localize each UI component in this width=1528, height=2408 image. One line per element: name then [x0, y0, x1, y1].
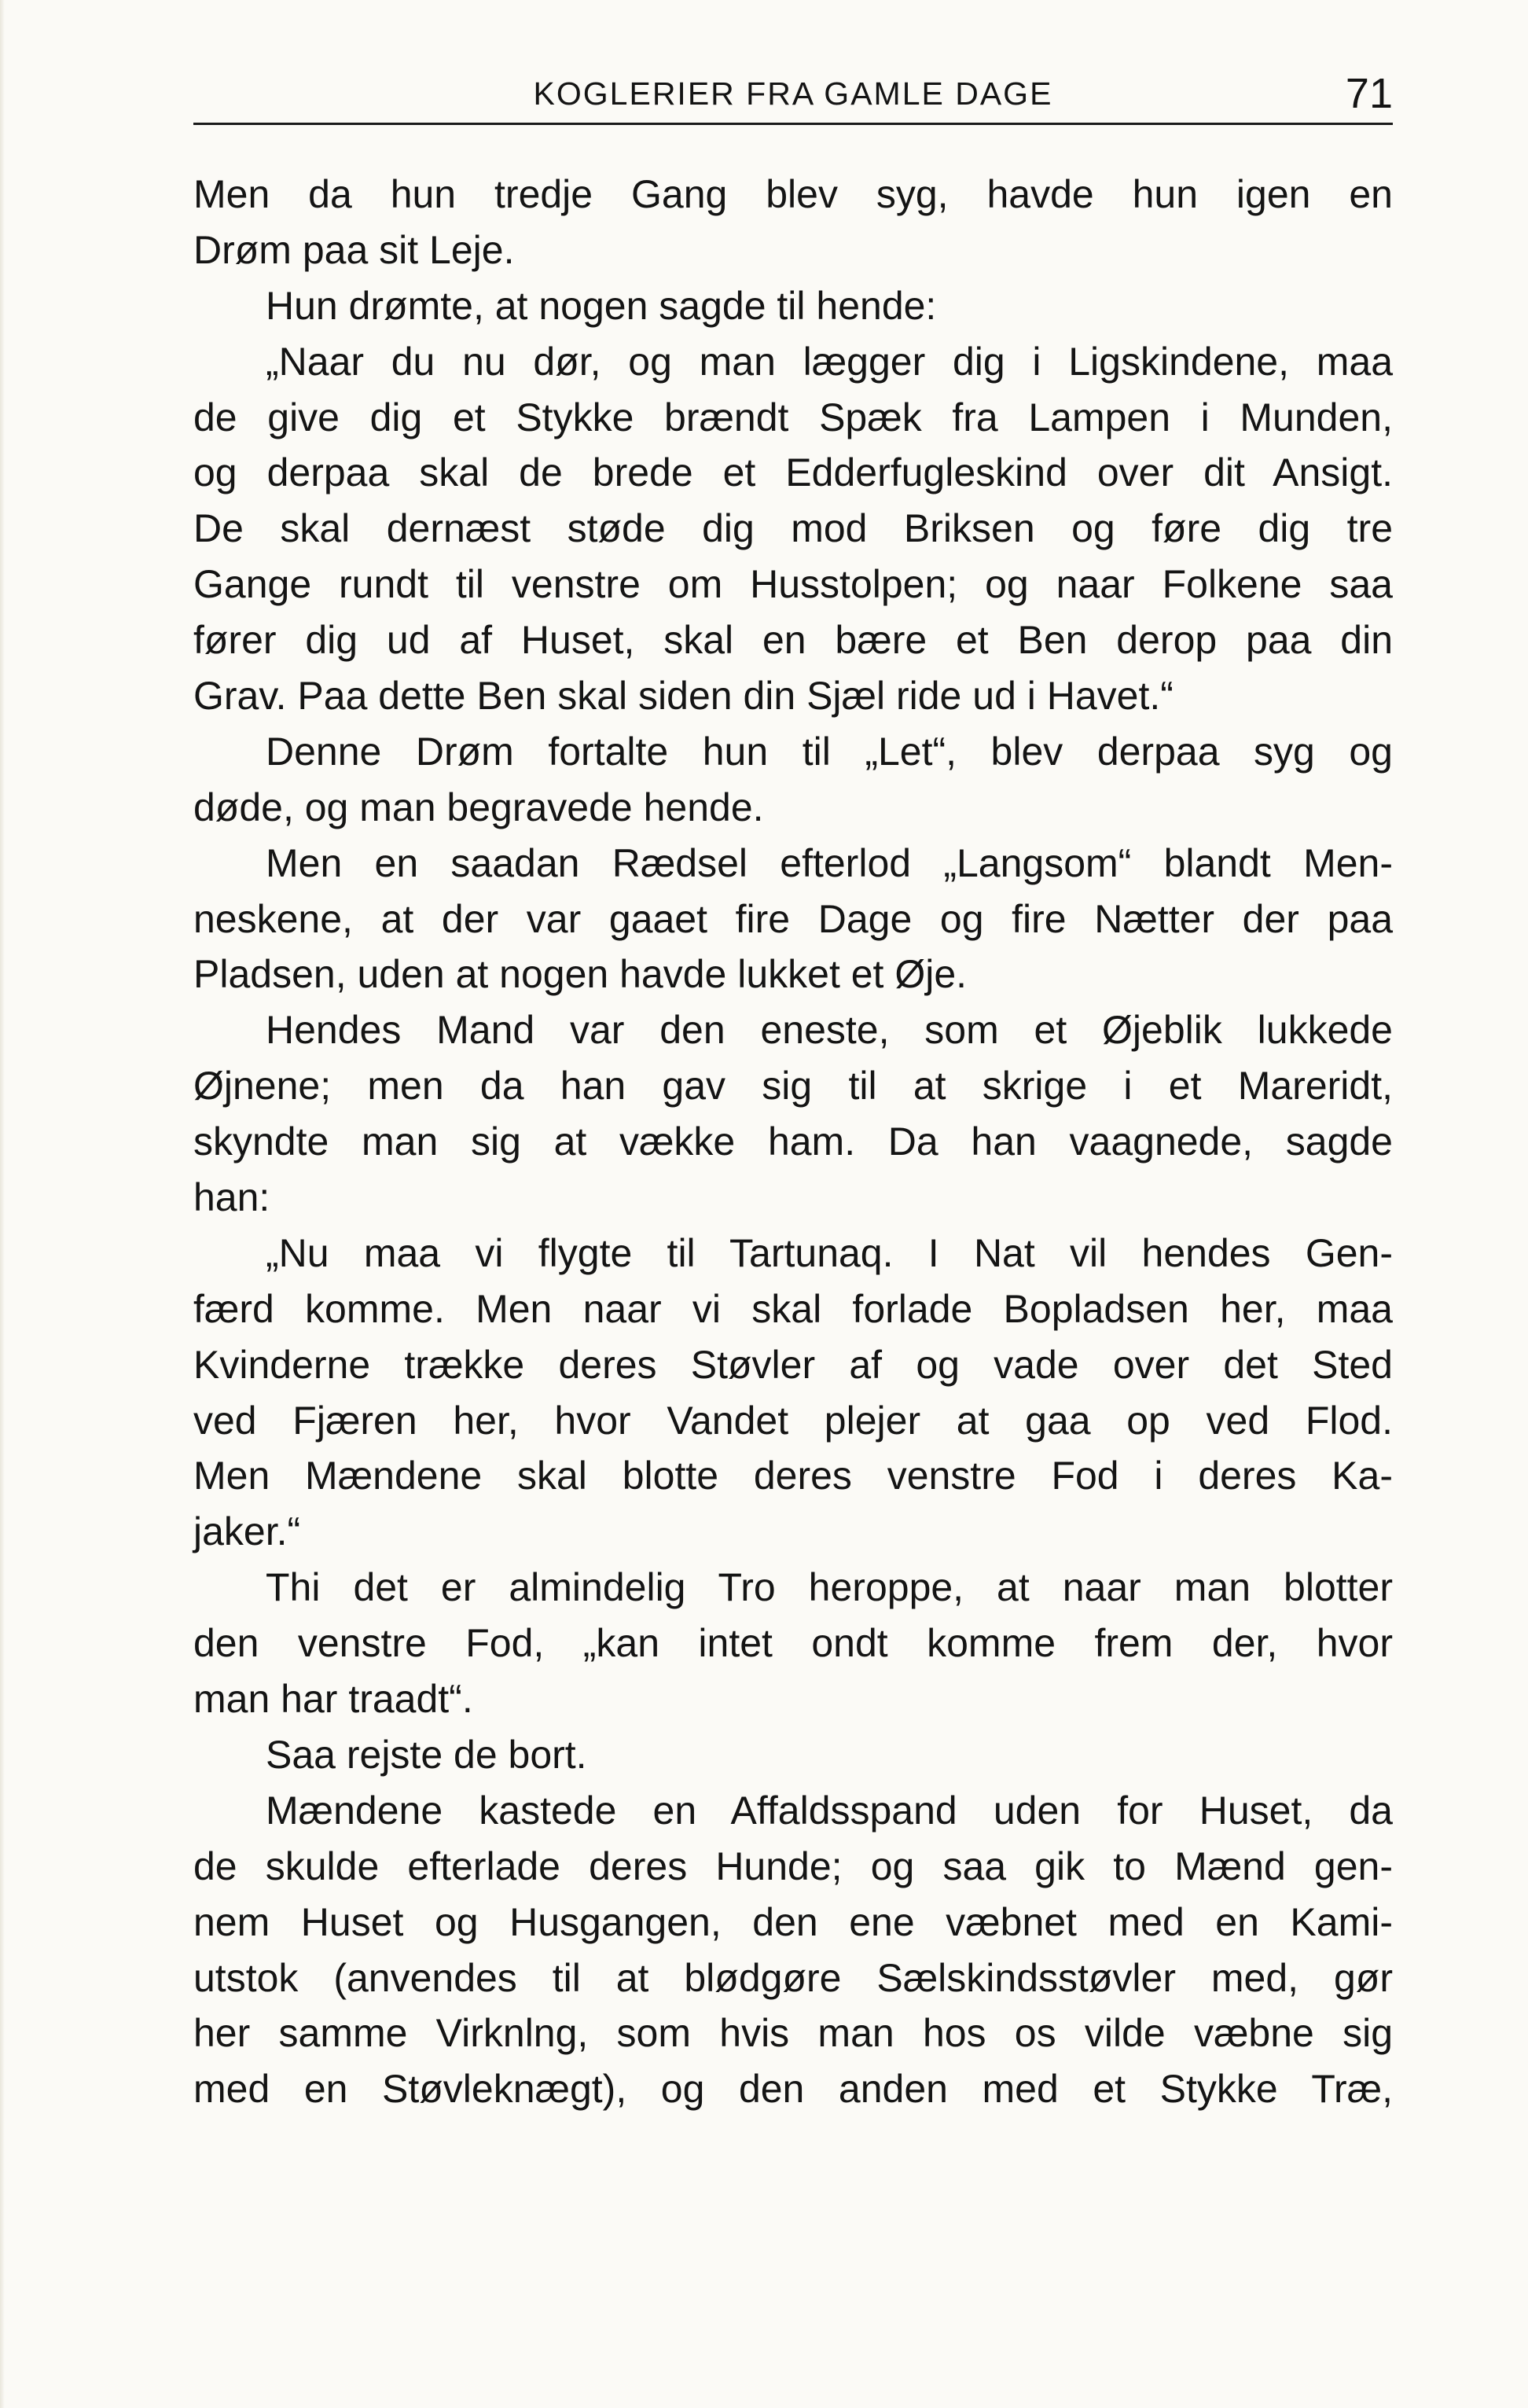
text-line: nem Huset og Husgangen, den ene væbnet med en Kami- — [193, 1899, 1393, 1944]
text-line: Pladsen, uden at nogen havde lukket et Øje. — [193, 952, 968, 997]
text-line: fører dig ud af Huset, skal en bære et Ben derop paa din — [193, 618, 1393, 663]
text-line: med en Støvleknægt), og den anden med et Stykke Træ, — [193, 2067, 1393, 2112]
text-line: Saa rejste de bort. — [266, 1732, 587, 1777]
text-line: Men Mændene skal blotte deres venstre Fod i deres Ka- — [193, 1454, 1393, 1498]
text-line: den venstre Fod, „kan intet ondt komme frem der, hvor — [193, 1621, 1393, 1666]
text-line: Mændene kastede en Affaldsspand uden for Huset, da — [266, 1788, 1393, 1833]
text-line: „Nu maa vi flygte til Tartunaq. I Nat vil hendes Gen- — [266, 1230, 1393, 1275]
text-line: Denne Drøm fortalte hun til „Let“, blev derpaa syg og — [266, 729, 1393, 774]
text-line: Kvinderne trække deres Støvler af og vade over det Sted — [193, 1342, 1393, 1387]
text-line: jaker.“ — [193, 1509, 301, 1554]
text-line: han: — [193, 1175, 270, 1220]
page-number: 71 — [1345, 70, 1393, 117]
text-line: døde, og man begravede hende. — [193, 785, 764, 829]
text-line: Men da hun tredje Gang blev syg, havde hun igen en — [193, 172, 1393, 216]
text-line: de give dig et Stykke brændt Spæk fra Lampen i Munden, — [193, 395, 1393, 439]
text-line: neskene, at der var gaaet fire Dage og fire Nætter der paa — [193, 896, 1393, 941]
text-line: utstok (anvendes til at blødgøre Sælskindsstøvler med, gør — [193, 1955, 1393, 2000]
body-text — [193, 167, 1393, 2117]
text-line: Grav. Paa dette Ben skal siden din Sjæl ride ud i Havet.“ — [193, 674, 1174, 719]
text-line: Drøm paa sit Leje. — [193, 227, 515, 272]
running-title: KOGLERIER FRA GAMLE DAGE — [533, 75, 1053, 112]
text-line: „Naar du nu dør, og man lægger dig i Ligskindene, maa — [266, 339, 1393, 384]
text-line: Øjnene; men da han gav sig til at skrige i et Mareridt, — [193, 1064, 1393, 1108]
text-line: skyndte man sig at vække ham. Da han vaagnede, sagde — [193, 1119, 1393, 1164]
text-line: og derpaa skal de brede et Edderfugleskind over dit Ansigt. — [193, 450, 1393, 495]
text-line: her samme Virknlng, som hvis man hos os vilde væbne sig — [193, 2011, 1393, 2056]
text-line: Hun drømte, at nogen sagde til hende: — [266, 283, 937, 328]
text-line: Gange rundt til venstre om Husstolpen; og naar Folkene saa — [193, 562, 1393, 607]
text-line: Men en saadan Rædsel efterlod „Langsom“ blandt Men- — [266, 840, 1393, 885]
text-line: ved Fjæren her, hvor Vandet plejer at gaa op ved Flod. — [193, 1398, 1393, 1443]
text-line: man har traadt“. — [193, 1677, 473, 1722]
page-edge — [0, 0, 5, 2408]
text-line: Hendes Mand var den eneste, som et Øjeblik lukkede — [266, 1008, 1393, 1053]
text-line: De skal dernæst støde dig mod Briksen og føre dig tre — [193, 506, 1393, 551]
text-line: de skulde efterlade deres Hunde; og saa gik to Mænd gen- — [193, 1844, 1393, 1888]
running-head — [193, 69, 1393, 126]
header-rule — [193, 123, 1393, 125]
text-line: færd komme. Men naar vi skal forlade Bopladsen her, maa — [193, 1286, 1393, 1331]
text-line: Thi det er almindelig Tro heroppe, at naar man blotter — [266, 1565, 1393, 1610]
